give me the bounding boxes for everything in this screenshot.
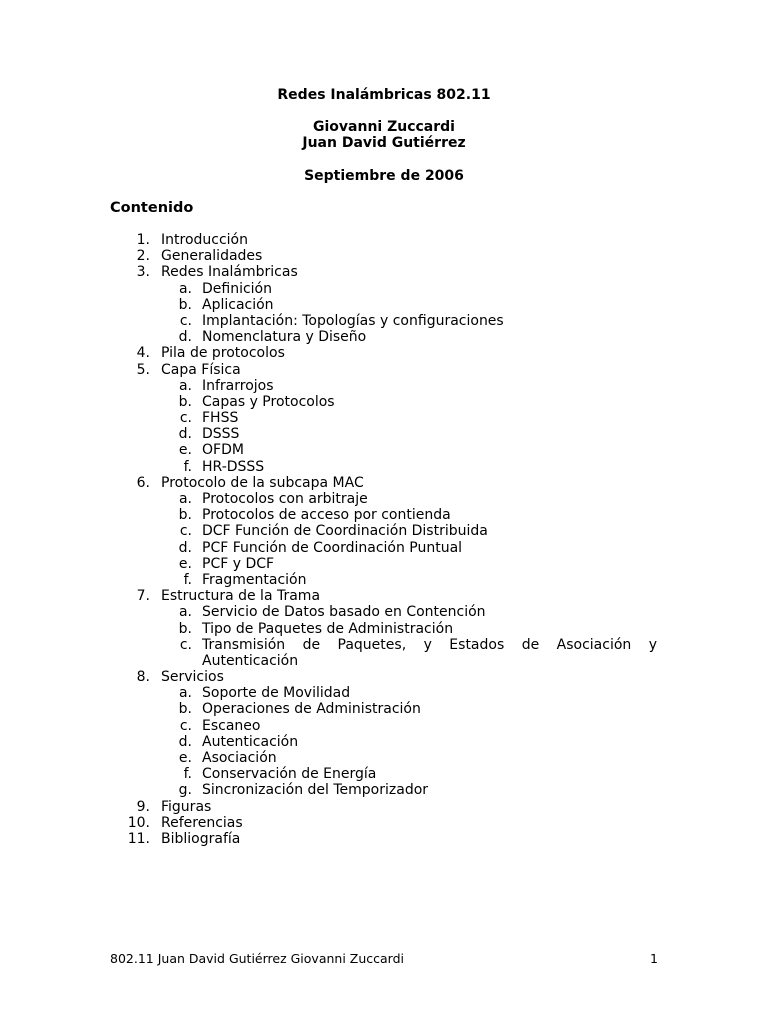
toc-label: Estructura de la Trama [161, 588, 321, 605]
toc-subitem-6b [0, 507, 768, 523]
toc-sublabel: Transmisión de Paquetes, y Estados de Asociación y Autenticación [202, 636, 657, 669]
toc-subnumber: b. [178, 296, 192, 313]
toc-sublabel: DSSS [202, 426, 240, 443]
toc-subnumber: g. [178, 782, 192, 799]
toc-number: 3. [136, 264, 150, 281]
toc-subnumber: a. [178, 491, 192, 507]
toc-sublabel: Operaciones de Administración [202, 701, 421, 718]
toc-subitem-8c [0, 718, 768, 734]
toc-subitem-8d [0, 734, 768, 750]
toc-number: 9. [136, 798, 150, 815]
toc-label: Redes Inalámbricas [161, 264, 298, 281]
toc-label: Figuras [161, 798, 212, 815]
toc-subnumber: c. [179, 523, 192, 540]
toc-subnumber: c. [179, 636, 192, 653]
toc-number: 1. [136, 232, 150, 248]
toc-sublabel: Soporte de Movilidad [202, 685, 351, 702]
toc-item-1 [0, 232, 768, 248]
toc-subitem-5f [0, 459, 768, 475]
toc-subitem-5e [0, 442, 768, 458]
toc-subitem-8e [0, 750, 768, 766]
toc-subnumber: f. [183, 571, 192, 588]
toc-subitem-7a [0, 604, 768, 620]
page-footer [110, 951, 658, 967]
toc-item-10 [0, 815, 768, 831]
toc-subnumber: b. [178, 701, 192, 718]
toc-sublabel: Protocolos con arbitraje [202, 491, 368, 507]
toc-subitem-8a [0, 685, 768, 701]
toc-sublabel: Fragmentación [202, 571, 307, 588]
toc-item-2 [0, 248, 768, 264]
toc-subnumber: e. [178, 442, 192, 459]
toc-subnumber: b. [178, 620, 192, 637]
toc-subnumber: d. [178, 733, 192, 750]
toc-item-7 [0, 588, 768, 604]
toc-item-11 [0, 831, 768, 847]
toc-subnumber: e. [178, 750, 192, 767]
toc-label: Capa Física [161, 361, 241, 378]
document-title: Redes Inalámbricas 802.11 [277, 87, 491, 103]
document-date: Septiembre de 2006 [304, 168, 464, 184]
toc-sublabel: OFDM [202, 442, 244, 459]
toc-subitem-5a [0, 378, 768, 394]
toc-sublabel: Infrarrojos [202, 377, 274, 394]
toc-sublabel: Escaneo [202, 717, 261, 734]
toc-subitem-5b [0, 394, 768, 410]
toc-label: Generalidades [161, 248, 263, 265]
toc-sublabel: Asociación [202, 750, 277, 767]
toc-subnumber: c. [179, 312, 192, 329]
toc-item-5 [0, 362, 768, 378]
toc-subnumber: c. [179, 717, 192, 734]
toc-subnumber: b. [178, 393, 192, 410]
toc-item-6 [0, 475, 768, 491]
toc-label: Protocolo de la subcapa MAC [161, 474, 364, 491]
toc-sublabel: Sincronización del Temporizador [202, 782, 429, 799]
toc-label: Referencias [161, 814, 243, 831]
toc-subnumber: b. [178, 507, 192, 524]
toc-number: 6. [136, 474, 150, 491]
toc-sublabel: Conservación de Energía [202, 766, 377, 783]
toc-label: Pila de protocolos [161, 345, 285, 362]
toc-subitem-8f [0, 766, 768, 782]
toc-sublabel: PCF y DCF [202, 555, 275, 572]
toc-subnumber: a. [178, 377, 192, 394]
toc-subnumber: a. [178, 604, 192, 621]
toc-subnumber: a. [178, 685, 192, 702]
toc-item-8 [0, 669, 768, 685]
toc-number: 11. [127, 830, 150, 847]
toc-number: 8. [136, 669, 150, 686]
footer-text: 802.11 Juan David Gutiérrez Giovanni Zuccardi [110, 951, 404, 966]
toc-subnumber: c. [179, 410, 192, 427]
toc-subnumber: d. [178, 426, 192, 443]
toc-number: 4. [136, 345, 150, 362]
toc-number: 10. [127, 814, 150, 831]
toc-sublabel: Tipo de Paquetes de Administración [202, 620, 454, 637]
toc-subitem-6f [0, 572, 768, 588]
toc-sublabel: DCF Función de Coordinación Distribuida [202, 523, 488, 540]
toc-item-4 [0, 345, 768, 361]
toc-subnumber: e. [178, 555, 192, 572]
toc-subitem-5d [0, 426, 768, 442]
toc-subnumber: a. [178, 280, 192, 297]
author-name: Giovanni Zuccardi [313, 119, 455, 135]
toc-sublabel: Nomenclatura y Diseño [202, 329, 367, 346]
toc-sublabel: HR-DSSS [202, 458, 265, 475]
contents-heading: Contenido [110, 200, 194, 216]
toc-subnumber: d. [178, 329, 192, 346]
toc-subnumber: f. [183, 458, 192, 475]
toc-sublabel: Implantación: Topologías y configuraciones [202, 312, 504, 329]
toc-subitem-6e [0, 556, 768, 572]
toc-sublabel: PCF Función de Coordinación Puntual [202, 539, 463, 556]
toc-item-3 [0, 264, 768, 280]
table-of-contents [0, 232, 768, 847]
page-number: 1 [650, 951, 658, 966]
toc-subitem-3d [0, 329, 768, 345]
toc-label: Bibliografía [161, 830, 241, 847]
toc-number: 2. [136, 248, 150, 265]
toc-sublabel: Definición [202, 280, 272, 297]
toc-subnumber: f. [183, 766, 192, 783]
toc-item-9 [0, 799, 768, 815]
toc-number: 7. [136, 588, 150, 605]
toc-sublabel: FHSS [202, 410, 239, 427]
toc-subitem-6a [0, 491, 768, 507]
toc-sublabel: Protocolos de acceso por contienda [202, 507, 451, 524]
toc-subitem-8b [0, 701, 768, 717]
toc-label: Introducción [161, 232, 248, 248]
toc-sublabel: Servicio de Datos basado en Contención [202, 604, 486, 621]
toc-subnumber: d. [178, 539, 192, 556]
toc-sublabel: Capas y Protocolos [202, 393, 335, 410]
toc-subitem-6c [0, 523, 768, 539]
toc-subitem-7c [0, 637, 768, 669]
toc-subitem-5c [0, 410, 768, 426]
author-name: Juan David Gutiérrez [302, 135, 466, 151]
toc-subitem-3b [0, 297, 768, 313]
toc-subitem-6d [0, 540, 768, 556]
toc-sublabel: Aplicación [202, 296, 274, 313]
toc-label: Servicios [161, 669, 224, 686]
toc-number: 5. [136, 361, 150, 378]
toc-subitem-7b [0, 621, 768, 637]
toc-subitem-8g [0, 782, 768, 798]
toc-subitem-3c [0, 313, 768, 329]
toc-sublabel: Autenticación [202, 733, 299, 750]
toc-subitem-3a [0, 281, 768, 297]
